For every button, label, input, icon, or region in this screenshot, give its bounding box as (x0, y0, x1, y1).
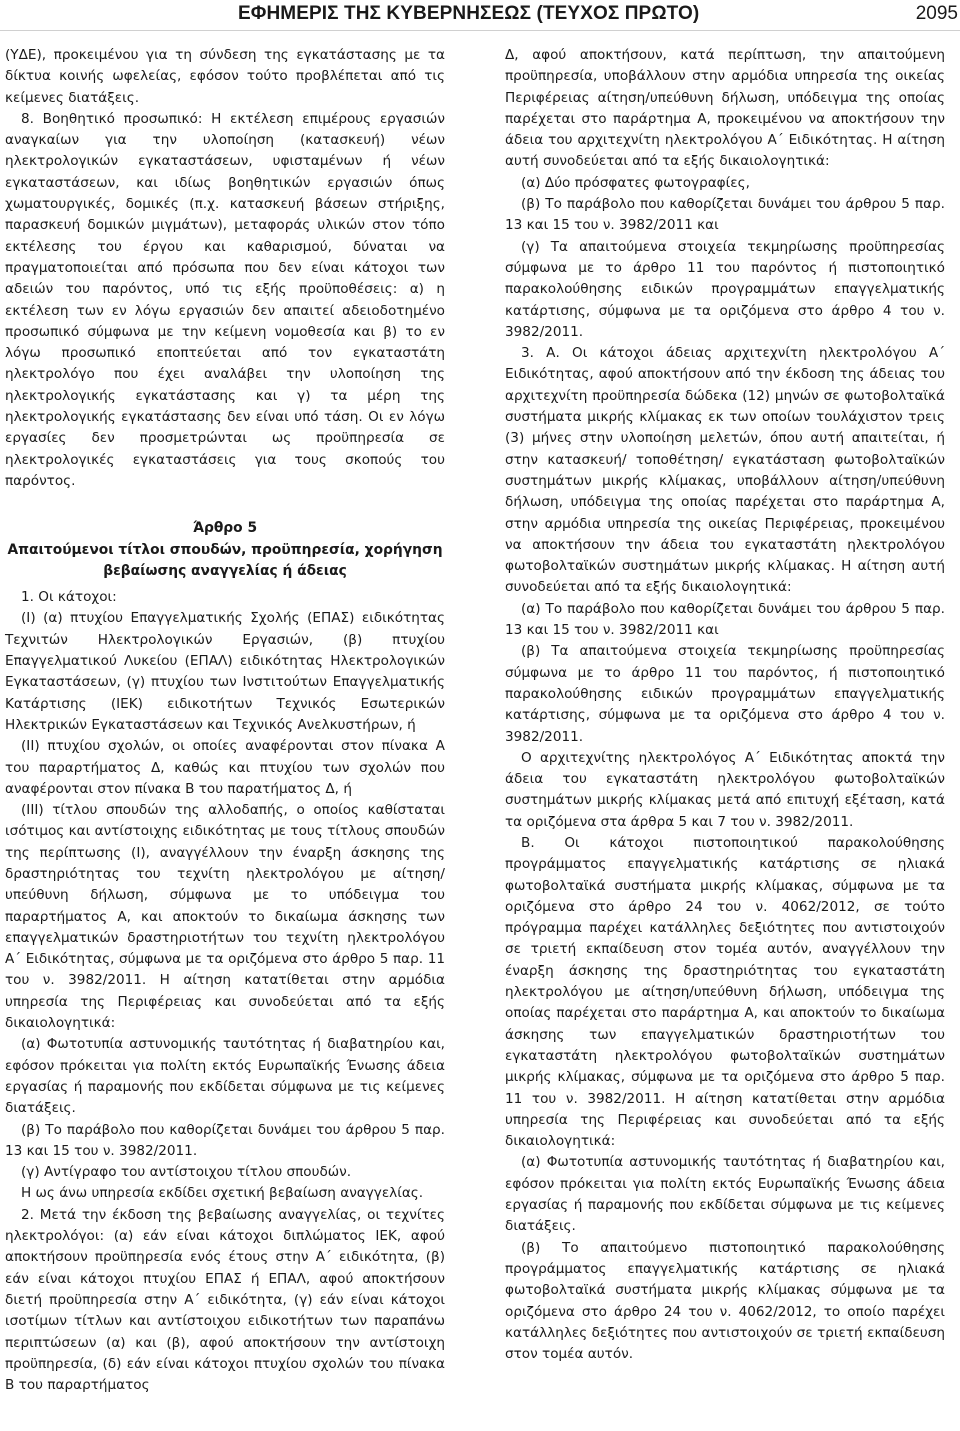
paragraph: (ΥΔΕ), προκειμένου για τη σύνδεση της εγκατάστασης με τα δίκτυα κοινής ωφελείας, εφόσον τούτο προβλέπεται από τις κείμενες διατάξεις. (5, 47, 445, 106)
paragraph: 2. Μετά την έκδοση της βεβαίωσης αναγγελίας, οι τεχνίτες ηλεκτρολόγοι: (α) εάν είναι κάτοχοι διπλώματος ΙΕΚ, αφού αποκτήσουν προϋπηρεσία ενός έτους στην Α΄ ειδικότητα, (β) εάν είναι κάτοχοι πτυχίου ΕΠΑΣ ή ΕΠΑΛ, αφού αποκτήσουν διετή προϋπηρεσία στην Α΄ ειδικότητα, (γ) εάν είναι κάτοχοι ισοτίμων τίτλων και αντίστοιχου ειδικοτήτων των παραπάνω περιπτώσεων (α) και (β), αφού αποκτήσουν την αντίστοιχη προϋπηρεσία, (δ) εάν είναι κάτοχοι πτυχίου σχολών του πίνακα Β του παραρτήματος (5, 1206, 445, 1394)
paragraph: (γ) Τα απαιτούμενα στοιχεία τεκμηρίωσης προϋπηρεσίας σύμφωνα με το άρθρο 11 του παρόντος ή πιστοποιητικό παρακολούθησης ειδικών προγραμμάτων επαγγελματικής κατάρτισης, σύμφωνα με τα οριζόμενα στο άρθρο 4 του ν. 3982/2011. (505, 238, 945, 340)
article-number: Άρθρο 5 (192, 520, 258, 537)
paragraph: (Ι) (α) πτυχίου Επαγγελματικής Σχολής (ΕΠΑΣ) ειδικότητας Τεχνιτών Ηλεκτρολογικών Εργασιών, (β) πτυχίου Επαγγελματικού Λυκείου (ΕΠΑΛ) ειδικότητας Ηλεκτρολογικών Εγκαταστάσεων, (γ) πτυχίου των Ινστιτούτων Επαγγελματικής Κατάρτισης (ΙΕΚ) ειδικοτήτων Τεχνικός Εσωτερικών Ηλεκτρικών Εγκαταστάσεων και Τεχνικός Ανελκυστήρων, ή (5, 610, 445, 733)
paragraph: Δ, αφού αποκτήσουν, κατά περίπτωση, την απαιτούμενη προϋπηρεσία, υποβάλλουν στην αρμόδια υπηρεσία της οικείας Περιφέρειας αίτηση/υπεύθυνη δήλωση, υπόδειγμα της οποίας παρέχεται στο παράρτημα Α, προκειμένου να αποκτήσουν την άδεια του αρχιτεχνίτη ηλεκτρολόγου Α΄ Ειδικότητας. Η αίτηση αυτή συνοδεύεται από τα εξής δικαιολογητικά: (505, 47, 945, 170)
paragraph: (ΙΙΙ) τίτλου σπουδών της αλλοδαπής, ο οποίος καθίσταται ισότιμος και αντίστοιχης ειδικότητας με τους τίτλους σπουδών της περίπτωσης (Ι), αναγγέλλουν την έναρξη άσκησης της δραστηριότητας του τεχνίτη ηλεκτρολόγου με αίτηση/υπεύθυνη δήλωση, σύμφωνα με το υπόδειγμα του παραρτήματος Α, και αποκτούν το δικαίωμα άσκησης των επαγγελματικών δραστηριοτήτων του τεχνίτη ηλεκτρολόγου Α΄ Ειδικότητας, σύμφωνα με τα οριζόμενα στο άρθρο 5 παρ. 11 του ν. 3982/2011. Η αίτηση κατατίθεται στην αρμόδια υπηρεσία της Περιφέρειας και συνοδεύεται από τα εξής δικαιολογητικά: (5, 802, 445, 1032)
paragraph: (β) Το παράβολο που καθορίζεται δυνάμει του άρθρου 5 παρ. 13 και 15 του ν. 3982/2011 και (505, 196, 945, 234)
paragraph: Η ως άνω υπηρεσία εκδίδει σχετική βεβαίωση αναγγελίας. (21, 1185, 424, 1202)
article-heading (5, 518, 445, 582)
paragraph: 3. Α. Οι κάτοχοι άδειας αρχιτεχνίτη ηλεκτρολόγου Α΄ Ειδικότητας, αφού αποκτήσουν από την έκδοση της άδειας του αρχιτεχνίτη προϋπηρεσία δώδεκα (12) μηνών σε φωτοβολταϊκά συστήματα μικρής κλίμακας εκ των οποίων τουλάχιστον τρεις (3) μήνες στην υλοποίηση μελετών, όπου αυτή απαιτείται, ή στην κατασκευή/ τοποθέτηση/ εγκατάσταση φωτοβολταϊκών συστημάτων μικρής κλίμακας, υποβάλλουν αίτηση/υπεύθυνη δήλωση, υπόδειγμα της οποίας παρέχεται στο παράρτημα Α, στην αρμόδια υπηρεσία της οικείας Περιφέρειας, προκειμένου να αποκτήσουν την άδεια του εγκαταστάτη ηλεκτρολόγου φωτοβολταϊκών συστημάτων μικρής κλίμακας. Η αίτηση αυτή συνοδεύεται από τα εξής δικαιολογητικά: (505, 345, 945, 596)
paragraph: (γ) Αντίγραφο του αντίστοιχου τίτλου σπουδών. (21, 1164, 352, 1181)
paragraph: 1. Οι κάτοχοι: (21, 589, 117, 606)
paragraph: (α) Φωτοτυπία αστυνομικής ταυτότητας ή διαβατηρίου και, εφόσον πρόκειται για πολίτη εκτός Ευρωπαϊκής Ένωσης άδεια εργασίας ή παραμονής που εκδίδεται σύμφωνα με τις κείμενες διατάξεις. (5, 1036, 445, 1117)
article-title: Απαιτούμενοι τίτλοι σπουδών, προϋπηρεσία, χορήγηση βεβαίωσης αναγγελίας ή άδειας (7, 541, 443, 579)
right-column (505, 45, 945, 1365)
paragraph: (α) Δύο πρόσφατες φωτογραφίες, (521, 174, 750, 191)
paragraph: 8. Βοηθητικό προσωπικό: Η εκτέλεση επιμέρους εργασιών αναγκαίων για την υλοποίηση (κατασκευή) νέων ηλεκτρολογικών εγκαταστάσεων, υφισταμένων ή νέων εγκαταστάσεων, και ιδίως βοηθητικών εργασιών όπως χωματουργικές, δομικές (π.χ. κατασκευή βάσεων στήριξης, παρασκευή δομικών μιγμάτων), μεταφοράς υλικών στον τόπο εκτέλεσης του έργου και καθαρισμού, δύναται να πραγματοποιείται από πρόσωπα που δεν είναι κάτοχοι των αδειών του παρόντος, υπό τις εξής προϋποθέσεις: α) η εκτέλεση των εν λόγω εργασιών δεν απαιτεί αδειοδοτημένο προσωπικό σύμφωνα με την κείμενη νομοθεσία και β) το εν λόγω προσωπικό εποπτεύεται από τον εγκαταστάτη ηλεκτρολόγο που έχει αναλάβει την υλοποίηση της ηλεκτρολογικής εγκατάστασης και γ) τα μέρη της ηλεκτρολογικής εγκατάστασης δεν είναι υπό τάση. Οι εν λόγω εργασίες δεν προσμετρώνται ως προϋπηρεσία σε ηλεκτρολογικές εγκαταστάσεις για τους σκοπούς του παρόντος. (5, 110, 445, 489)
gazette-title: ΕΦΗΜΕΡΙΣ ΤΗΣ ΚΥΒΕΡΝΗΣΕΩΣ (ΤΕΥΧΟΣ ΠΡΩΤΟ) (238, 3, 700, 24)
paragraph: Β. Οι κάτοχοι πιστοποιητικού παρακολούθησης προγράμματος επαγγελματικής κατάρτισης σε ηλιακά φωτοβολταϊκά συστήματα μικρής κλίμακας, σύμφωνα με τα οριζόμενα στο άρθρο 24 του ν. 4062/2012, σε τούτο πρόγραμμα παρέχει κατάλληλες δεξιότητες που αντιστοιχούν σε τριετή εκπαίδευση στον τομέα αυτόν, αναγγέλλουν την έναρξη άσκησης της δραστηριότητας του εγκαταστάτη ηλεκτρολόγου με αίτηση/υπεύθυνη δήλωση, υπόδειγμα της οποίας παρέχεται στο παράρτημα Α, και αποκτούν το δικαίωμα άσκησης των επαγγελματικών δραστηριοτήτων του εγκαταστάτη ηλεκτρολόγου φωτοβολταϊκών συστημάτων μικρής κλίμακας, σύμφωνα με τα οριζόμενα στο άρθρο 5 παρ. 11 του ν. 3982/2011. Η αίτηση κατατίθεται στην αρμόδια υπηρεσία της Περιφέρειας και συνοδεύεται από τα εξής δικαιολογητικά: (505, 834, 945, 1150)
paragraph: (ΙΙ) πτυχίου σχολών, οι οποίες αναφέρονται στον πίνακα Α του παραρτήματος Δ, καθώς και πτυχίου των σχολών που αναφέρονται στον πίνακα Β του παρατήματος Δ, ή (5, 738, 445, 797)
paragraph: (β) Το απαιτούμενο πιστοποιητικό παρακολούθησης προγράμματος επαγγελματικής κατάρτισης σε ηλιακά φωτοβολταϊκά συστήματα μικρής κλίμακας σύμφωνα με τα οριζόμενα στο άρθρο 24 του ν. 4062/2012, το οποίο παρέχει κατάλληλες δεξιότητες που αντιστοιχούν σε τριετή εκπαίδευση στον τομέα αυτόν. (505, 1239, 945, 1363)
page-header (0, 0, 960, 31)
paragraph: Ο αρχιτεχνίτης ηλεκτρολόγος Α΄ Ειδικότητας αποκτά την άδεια του εγκαταστάτη ηλεκτρολόγου φωτοβολταϊκών συστημάτων μικρής κλίμακας μετά από επιτυχή εξέταση, κατά τα οριζόμενα στα άρθρα 5 και 7 του ν. 3982/2011. (505, 749, 945, 830)
paragraph: (β) Το παράβολο που καθορίζεται δυνάμει του άρθρου 5 παρ. 13 και 15 του ν. 3982/2011. (5, 1121, 445, 1159)
page-number: 2095 (915, 3, 958, 24)
left-column (5, 45, 445, 1396)
paragraph: (β) Τα απαιτούμενα στοιχεία τεκμηρίωσης προϋπηρεσίας σύμφωνα με το άρθρο 11 του παρόντος, ή πιστοποιητικό παρακολούθησης ειδικών προγραμμάτων επαγγελματικής κατάρτισης, σύμφωνα με τα οριζόμενα στο άρθρο 4 του ν. 3982/2011. (505, 643, 945, 745)
paragraph: (α) Φωτοτυπία αστυνομικής ταυτότητας ή διαβατηρίου και, εφόσον πρόκειται για πολίτη εκτός Ευρωπαϊκής Ένωσης άδεια εργασίας ή παραμονής που εκδίδεται σύμφωνα με τις κείμενες διατάξεις. (505, 1154, 945, 1235)
paragraph: (α) Το παράβολο που καθορίζεται δυνάμει του άρθρου 5 παρ. 13 και 15 του ν. 3982/2011 και (505, 600, 945, 639)
